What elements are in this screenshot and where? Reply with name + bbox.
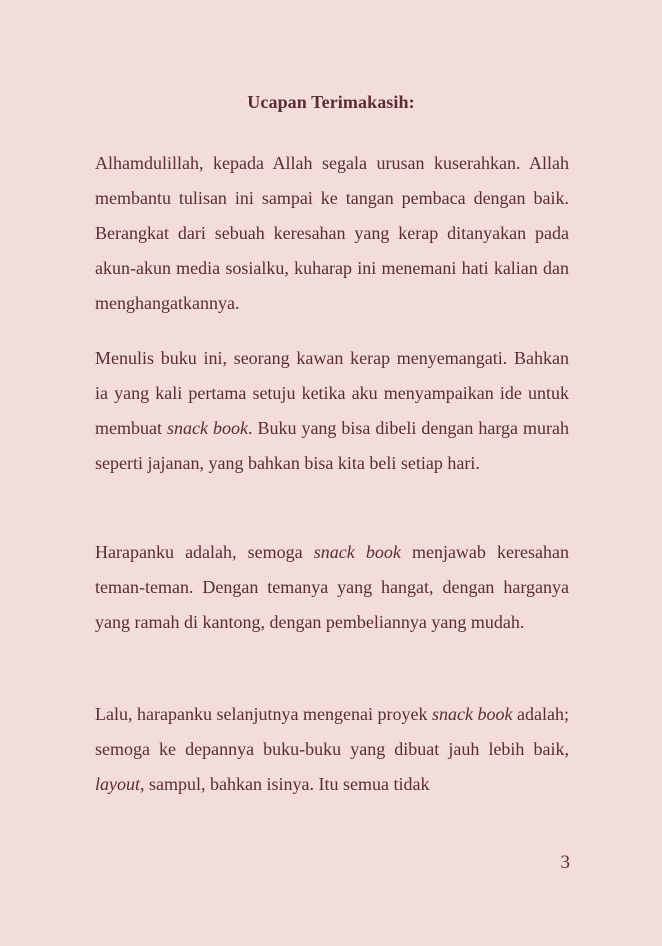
page-number: 3 (560, 852, 570, 873)
page-heading: Ucapan Terimakasih: (247, 92, 415, 112)
paragraph-2-text-b: . Buku yang bisa dibeli dengan harga murah seperti jajanan, yang bahkan bisa kita beli setiap hari. (95, 418, 569, 473)
paragraph-4 (95, 697, 569, 802)
paragraph-4-text-b: adalah; semoga ke depannya buku-buku yang dibuat jauh lebih baik, (95, 704, 569, 759)
paragraph-4-text-c: , sampul, bahkan isinya. Itu semua tidak (140, 774, 430, 794)
paragraph-3 (95, 535, 569, 640)
paragraph-3-text-a: Harapanku adalah, semoga (95, 542, 314, 562)
paragraph-4-italic-term: snack book (431, 704, 513, 724)
paragraph-2-text-a: Menulis buku ini, seorang kawan kerap menyemangati. Bahkan ia yang kali pertama setuju ketika aku menyampaikan ide untuk membuat (95, 348, 569, 438)
paragraph-3-text-b: menjawab keresahan teman-teman. Dengan temanya yang hangat, dengan harganya yang ramah di kantong, dengan pembeliannya yang mudah. (95, 542, 569, 632)
paragraph-4-text-a: Lalu, harapanku selanjutnya mengenai proyek (95, 704, 432, 724)
paragraph-4-italic-layout: layout (95, 774, 140, 794)
paragraph-1 (95, 146, 569, 321)
paragraph-2-italic-term: snack book (166, 418, 248, 438)
paragraph-3-italic-term: snack book (313, 542, 401, 562)
paragraph-2 (95, 341, 569, 481)
paragraph-1-text: Alhamdulillah, kepada Allah segala urusan kuserahkan. Allah membantu tulisan ini sampai ke tangan pembaca dengan baik. Berangkat dari sebuah keresahan yang kerap ditanyakan pada akun-akun media sosialku, kuharap ini menemani hati kalian dan menghangatkannya. (95, 153, 569, 313)
